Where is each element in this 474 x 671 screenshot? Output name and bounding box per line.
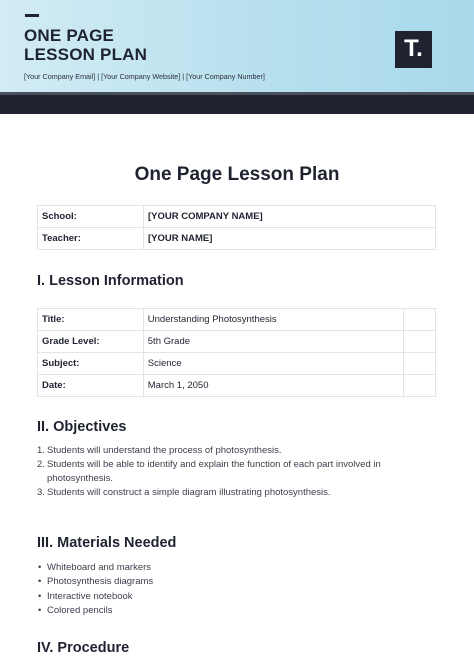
date-label: Date: [38, 375, 144, 397]
school-value: [YOUR COMPANY NAME] [144, 206, 436, 228]
empty-cell [404, 331, 436, 353]
list-number: 1. [37, 445, 45, 456]
table-row [38, 206, 436, 228]
subject-label: Subject: [38, 353, 144, 375]
teacher-value: [YOUR NAME] [144, 228, 436, 250]
list-item [37, 458, 437, 486]
section-heading-materials: III. Materials Needed [37, 535, 177, 551]
table-row [38, 375, 436, 397]
list-item [37, 444, 437, 458]
list-item [37, 486, 437, 500]
school-info-table [37, 205, 436, 250]
teacher-label: Teacher: [38, 228, 144, 250]
date-value: March 1, 2050 [143, 375, 403, 397]
list-item-text: Colored pencils [47, 604, 113, 616]
list-item-text: Photosynthesis diagrams [47, 576, 154, 588]
header-title-line2: LESSON PLAN [24, 45, 148, 64]
company-logo [395, 31, 432, 68]
header-dash-decoration [25, 14, 39, 17]
bullet-icon: • [38, 562, 42, 573]
bullet-icon: • [38, 590, 42, 602]
section-heading-lesson-information: I. Lesson Information [37, 273, 184, 289]
lesson-info-table [37, 308, 436, 397]
header-contact-line: [Your Company Email] | [Your Company Website] | [Your Company Number] [24, 72, 265, 81]
list-item-text: Interactive notebook [47, 590, 133, 602]
header-title [24, 26, 147, 64]
header-dark-band [0, 92, 474, 114]
list-item-text: Students will construct a simple diagram illustrating photosynthesis. [47, 487, 331, 498]
list-item-text: Students will be able to identify and explain the function of each part involved in photosynthesis. [47, 459, 381, 484]
list-item-text: Students will understand the process of photosynthesis. [47, 445, 282, 456]
list-item [38, 561, 153, 575]
document-title: One Page Lesson Plan [134, 164, 340, 185]
list-number: 2. [37, 459, 45, 470]
section-heading-procedure: IV. Procedure [37, 640, 130, 656]
list-item [38, 575, 153, 589]
bullet-icon: • [38, 576, 42, 588]
list-item [38, 604, 153, 618]
table-row [38, 331, 436, 353]
title-label: Title: [38, 309, 144, 331]
list-item [38, 590, 153, 604]
header-title-line1: ONE PAGE [24, 26, 115, 45]
table-row [38, 309, 436, 331]
logo-text: T. [404, 34, 423, 62]
subject-value: Science [143, 353, 403, 375]
empty-cell [404, 309, 436, 331]
empty-cell [404, 375, 436, 397]
empty-cell [404, 353, 436, 375]
school-label: School: [38, 206, 144, 228]
grade-level-value: 5th Grade [143, 331, 403, 353]
table-row [38, 228, 436, 250]
materials-list [38, 561, 153, 618]
list-number: 3. [37, 487, 45, 498]
objectives-list [37, 444, 437, 500]
header-banner [0, 0, 474, 92]
table-row [38, 353, 436, 375]
section-heading-objectives: II. Objectives [37, 419, 127, 435]
bullet-icon: • [38, 604, 42, 616]
title-value: Understanding Photosynthesis [143, 309, 403, 331]
list-item-text: Whiteboard and markers [47, 562, 152, 573]
grade-level-label: Grade Level: [38, 331, 144, 353]
